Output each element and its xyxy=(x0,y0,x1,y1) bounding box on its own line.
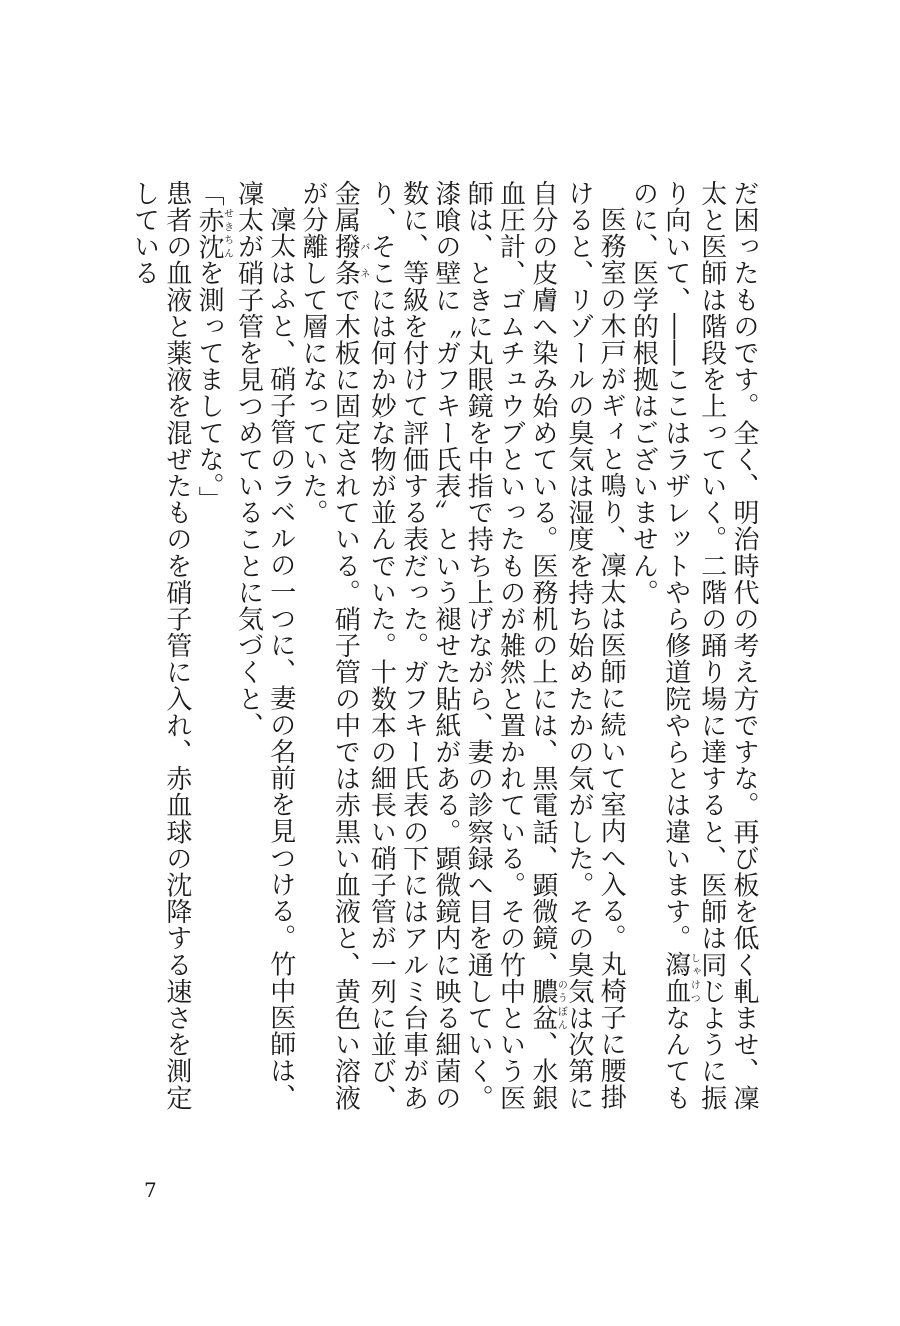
text-run: 患者の血液と薬液を混ぜたものを硝子管に入れ、赤血球の沈降する速さを測定している xyxy=(129,180,192,1111)
text-run: で木板に固定されている。硝子管の中では赤黒い血液と、黄色い溶液が分離して層になっていた。 xyxy=(298,180,361,1112)
ruby-base: 赤沈 xyxy=(194,206,225,260)
ruby-reading: しゃけつ xyxy=(688,951,700,1005)
ruby-base: 膿盆 xyxy=(527,978,558,1032)
ruby-reading: のうぼん xyxy=(555,978,567,1032)
text-run: を測ってましてな。」 xyxy=(194,259,225,513)
text-run: だ困ったものです。全く、明治時代の考え方ですな。再び板を低く軋ませ、凜太と医師は階段を上っていく。二階の踊り場に達すると、医師は同じように振り向いて、――ここはラザレットやら修道院やらとは違います。 xyxy=(660,180,759,1111)
paragraph-p1 xyxy=(128,180,193,1130)
page-number: 7 xyxy=(144,1178,157,1202)
ruby-annotation xyxy=(527,978,567,1032)
text-run: 、水銀血圧計、ゴムチュウブといったものが雑然と置かれている。その竹中という医師は、ときに丸眼鏡を中指で持ち上げながら、妻の診察録へ目を通していく。漆喰の壁に〝ガフキー氏表〟という褪せた貼紙がある。顕微鏡内に映る細菌の数に、等級を付けて評価する表だった。ガフキー氏表の下にはアルミ台車があり、そこには何か妙な物が並んでいた。十数本の細長い硝子管が一列に並び、金属 xyxy=(330,180,558,1112)
text-run: なんてものに、医学的根拠はございません。 xyxy=(628,180,691,1112)
ruby-base: 瀉血 xyxy=(660,951,691,1005)
vertical-text-body xyxy=(120,180,760,1130)
ruby-base: 撥条 xyxy=(330,233,361,287)
ruby-annotation xyxy=(194,206,233,260)
ruby-annotation xyxy=(660,951,700,1005)
ruby-reading: バネ xyxy=(357,233,369,287)
text-run: 医務室の木戸がギィと鳴り、凜太は医師に続いて室内へ入る。丸椅子に腰掛けると、リゾールの臭気は湿度を持ち始めたかの気がした。その臭気は次第に自分の皮膚へ染み始めている。医務机の上には、黒電話、顕微鏡、 xyxy=(527,180,627,1111)
text-run: 「 xyxy=(194,180,225,207)
paragraph-p3 xyxy=(232,180,297,1130)
ruby-reading: せきちん xyxy=(221,206,233,260)
paragraph-p4 xyxy=(627,180,760,1130)
paragraph-p2 xyxy=(193,180,232,1130)
ruby-annotation xyxy=(330,233,369,287)
text-run: 凜太はふと、硝子管のラベルの一つに、妻の名前を見つける。竹中医師は、凜太が硝子管を見つめていることに気づくと、 xyxy=(233,180,296,1111)
paragraph-p5 xyxy=(297,180,627,1130)
